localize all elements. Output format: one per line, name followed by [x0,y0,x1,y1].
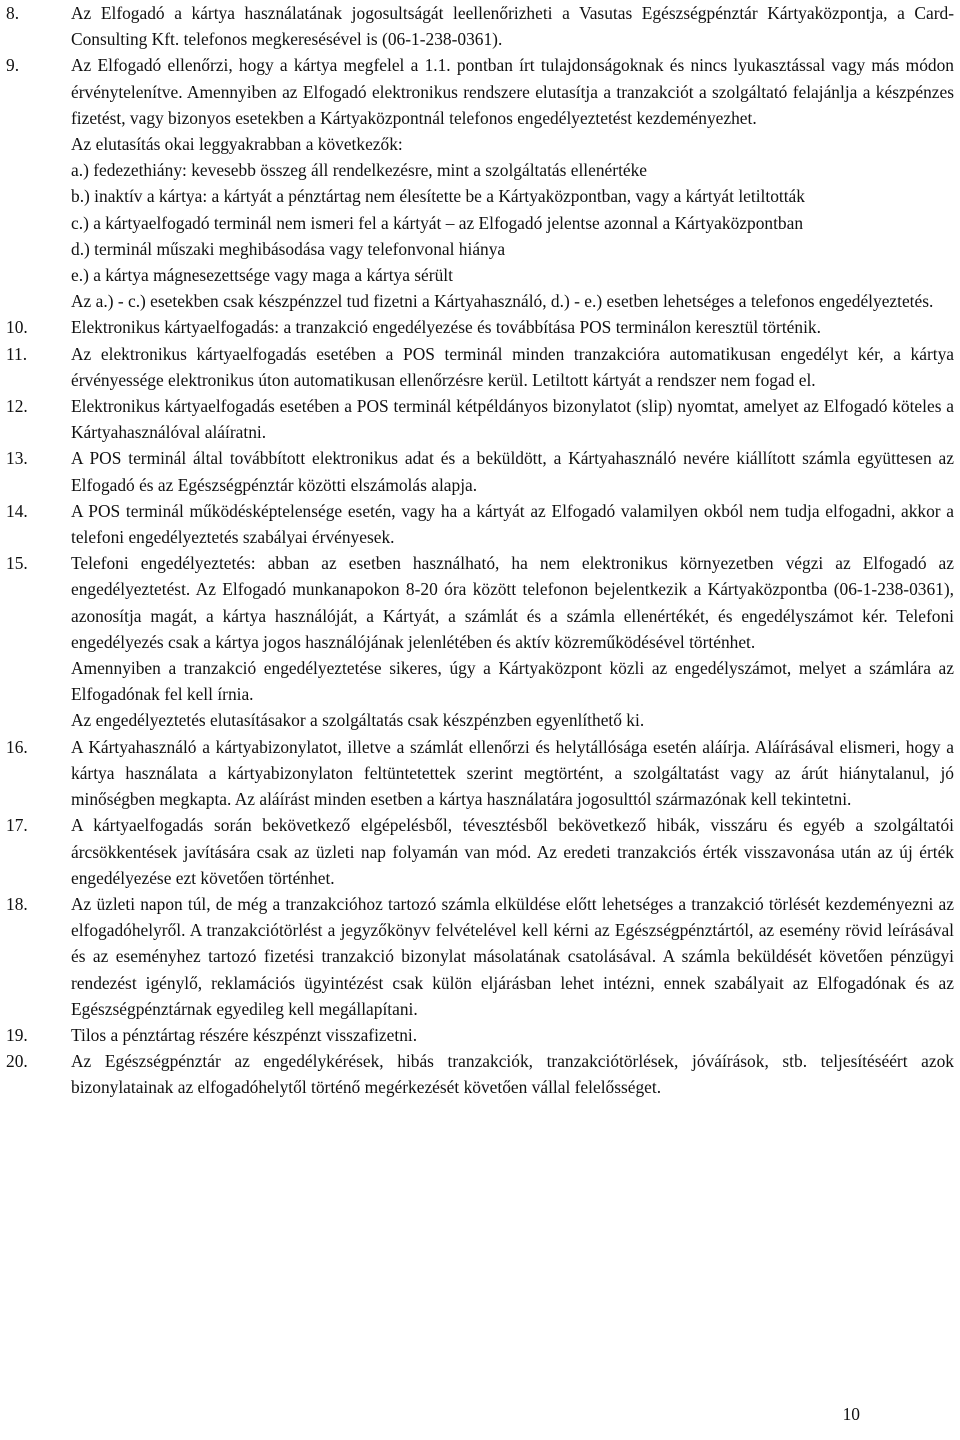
item-text: Tilos a pénztártag részére készpénzt visszafizetni. [71,1024,418,1045]
item-text: Elektronikus kártyaelfogadás: a tranzakció engedélyezése és továbbítása POS terminálon keresztül történik. [71,317,821,338]
item-number: 11. [6,343,28,364]
item-text: Az Elfogadó ellenőrzi, hogy a kártya megfelel a 1.1. pontban írt tulajdonságoknak és nincs lyukasztással vagy más módon érvénytelenítve. Amennyiben az Elfogadó elektronikus rendszere elutasítja a tranzakciót a szolgáltató felajánlja a készpénzes fizetést, vagy bizonyos esetekben a Kártyaközpontnál telefonos engedélyeztetést kezdeményezhet. [71,55,954,128]
item-number: 12. [6,396,28,417]
item-number: 14. [6,500,28,521]
item-body [71,445,954,497]
list-item-8 [6,0,960,52]
item-body [71,1022,954,1048]
reason-b: b.) inaktív a kártya: a kártyát a pénztártag nem élesítette be a Kártyaközpontban, vagy a kártyát letiltották [71,186,805,207]
list-item-11 [6,341,960,393]
item-body [71,1048,954,1100]
list-item-16 [6,734,960,813]
item-text: Elektronikus kártyaelfogadás esetében a POS terminál kétpéldányos bizonylatot (slip) nyomtat, amelyet az Elfogadó köteles a Kártyahasználóval aláíratni. [71,396,954,443]
item-number: 19. [6,1024,28,1045]
item-body [71,0,954,52]
reason-a: a.) fedezethiány: kevesebb összeg áll rendelkezésre, mint a szolgáltatás ellenértéke [71,160,648,181]
item-text: Az a.) - c.) esetekben csak készpénzzel tud fizetni a Kártyahasználó, d.) - e.) esetben lehetséges a telefonos engedélyeztetés. [71,291,934,312]
item-text: Az elektronikus kártyaelfogadás esetében a POS terminál minden tranzakcióra automatikusan engedélyt kér, a kártya érvényessége elektronikus úton automatikusan ellenőrzésre kerül. Letiltott kártyát a rendszer nem fogad el. [71,343,954,390]
item-number: 17. [6,815,28,836]
item-number: 18. [6,893,28,914]
item-number: 9. [6,55,20,76]
item-number: 13. [6,448,28,469]
item-number: 20. [6,1051,28,1072]
numbered-list [6,0,960,1101]
item-body [71,498,954,550]
item-body [71,393,954,445]
item-text: Telefoni engedélyeztetés: abban az esetben használható, ha nem elektronikus környezetben végzi az Elfogadó az engedélyeztetést. Az Elfogadó munkanapokon 8-20 óra között telefonon bejelentkezik a Kártyaközpontba (06-1-238-0361), azonosítja magát, a kártya használóját, a Kártyát, a számlát és a számla ellenértékét, és engedélyszámot kér. Telefoni engedélyezés csak a kártya jogos használójának jelenlétében és aktív közreműködésével történhet. [71,553,954,652]
item-text: A POS terminál működésképtelensége esetén, vagy ha a kártyát az Elfogadó valamilyen okból nem tudja elfogadni, akkor a telefoni engedélyeztetés szabályai érvényesek. [71,500,954,548]
item-number: 15. [6,553,28,574]
list-item-15 [6,550,960,733]
reason-d: d.) terminál műszaki meghibásodása vagy telefonvonal hiánya [71,238,506,259]
list-item-20 [6,1048,960,1100]
list-item-10 [6,314,960,340]
item-body [71,341,954,393]
item-text: Az engedélyeztetés elutasításakor a szolgáltatás csak készpénzben egyenlíthető ki. [71,710,645,731]
item-text: A Kártyahasználó a kártyabizonylatot, illetve a számlát ellenőrzi és helytállósága esetén aláírja. Aláírásával elismeri, hogy a kártya használata a kártyabizonylaton feltüntetettek szerint megtörtént, a szolgáltatást vagy az árút hiánytalanul, jó minőségben megkapta. Az aláírást minden esetben a kártya használatára jogosulttól származónak kell tekintetni. [71,736,954,810]
item-text: A POS terminál által továbbított elektronikus adat és a beküldött, a Kártyahasználó nevére kiállított számla együttesen az Elfogadó és az Egészségpénztár közötti elszámolás alapja. [71,448,954,495]
item-number: 16. [6,736,28,757]
item-text: A kártyaelfogadás során bekövetkező elgépelésből, tévesztésből bekövetkező hibák, visszáru és egyéb a szolgáltatói árcsökkentések javítására csak az üzleti nap folyamán van mód. Az eredeti tranzakciós érték visszavonása után az új érték engedélyezése ezt követően történhet. [71,815,954,888]
list-item-12 [6,393,960,445]
item-body [71,52,954,314]
item-body [71,550,954,733]
rejection-reasons-heading: Az elutasítás okai leggyakrabban a következők: [71,134,403,155]
list-item-19 [6,1022,960,1048]
list-item-9 [6,52,960,314]
item-body [71,891,954,1022]
reason-c: c.) a kártyaelfogadó terminál nem ismeri fel a kártyát – az Elfogadó jelentse azonnal a Kártyaközpontban [71,212,804,233]
item-number: 10. [6,317,28,338]
item-body [71,314,954,340]
list-item-14 [6,498,960,550]
reason-e: e.) a kártya mágnesezettsége vagy maga a kártya sérült [71,265,453,286]
item-text: Amennyiben a tranzakció engedélyeztetése sikeres, úgy a Kártyaközpont közli az engedélyszámot, melyet a számlára az Elfogadónak fel kell írnia. [71,658,954,705]
item-number: 8. [6,3,20,23]
list-item-13 [6,445,960,497]
item-body [71,812,954,891]
page-number: 10 [842,1404,860,1424]
item-body [71,734,954,813]
list-item-17 [6,812,960,891]
item-text: Az üzleti napon túl, de még a tranzakcióhoz tartozó számla elküldése előtt lehetséges a tranzakció törlését kezdeményezni az elfogadóhelyről. A tranzakciótörlést a jegyzőkönyv felvételével kell kérni az Egészségpénztártól, az esemény rövid leírásával és az eseményhez tartozó fizetési tranzakció bizonylat másolatának csatolásával. A számla beküldését követően pénzügyi rendezést igénylő, reklamációs ügyintézést csak külön eljárásban lehet intézni, ennek szabályait az Elfogadónak és az Egészségpénztárnak egyedileg kell megállapítani. [71,893,954,1019]
item-text: Az Egészségpénztár az engedélykérések, hibás tranzakciók, tranzakciótörlések, jóváírások, stb. teljesítéséért azok bizonylatainak az elfogadóhelytől történő megérkezését követően vállal felelősséget. [71,1051,954,1098]
item-text: Az Elfogadó a kártya használatának jogosultságát leellenőrizheti a Vasutas Egészségpénztár Kártyaközpontja, a Card-Consulting Kft. telefonos megkeresésével is (06-1-238-0361). [71,3,954,50]
list-item-18 [6,891,960,1022]
